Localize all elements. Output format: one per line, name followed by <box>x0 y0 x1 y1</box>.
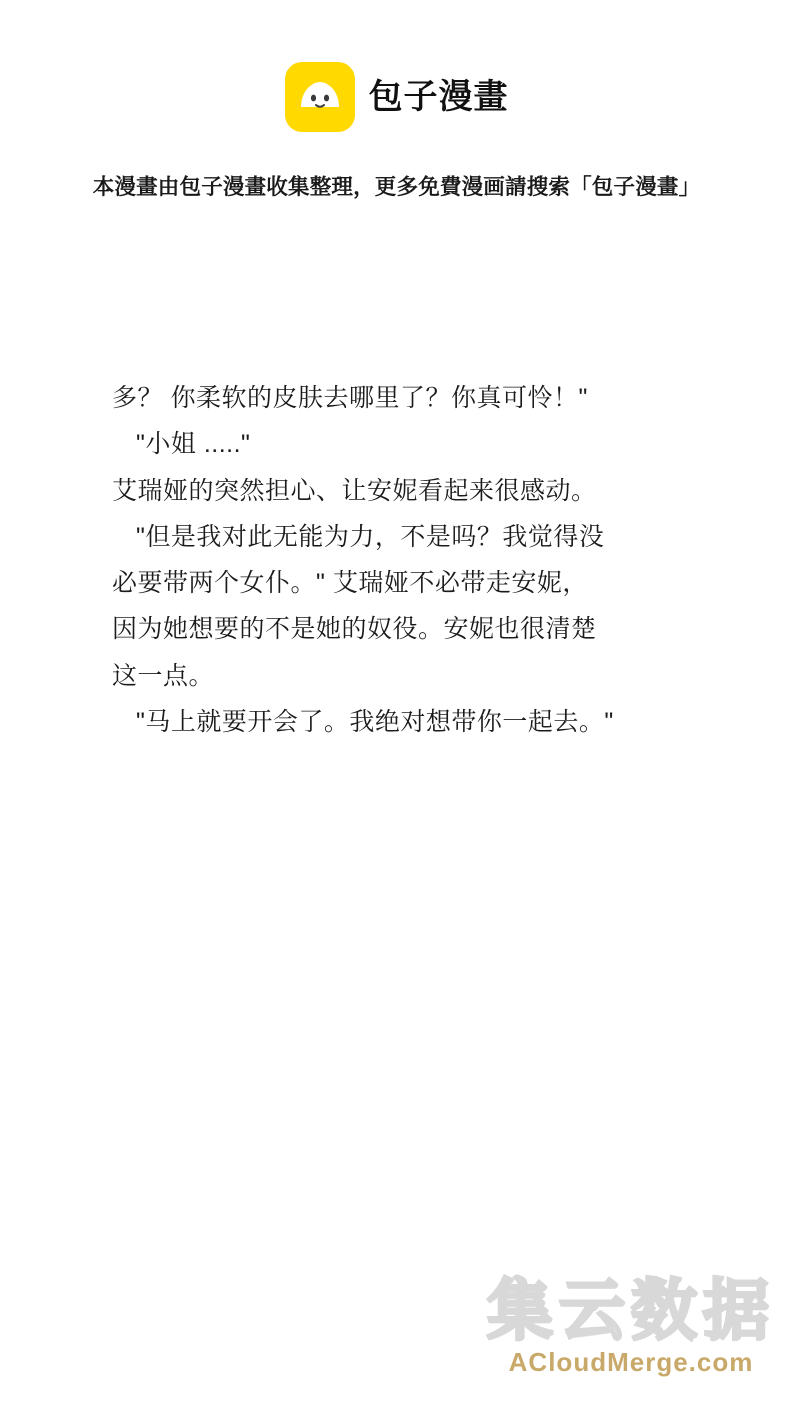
watermark-en-text: ACloudMerge.com <box>508 1347 754 1377</box>
brand-title: 包子漫畫 <box>368 78 509 116</box>
novel-line: 必要带两个女仆。" 艾瑞娅不必带走安妮， <box>112 569 588 597</box>
novel-line: 因为她想要的不是她的奴役。安妮也很清楚 <box>112 615 597 644</box>
novel-line: 多？ 你柔软的皮肤去哪里了？你真可怜！" <box>112 384 588 412</box>
novel-line: 这一点。 <box>112 661 215 690</box>
watermark <box>487 1273 775 1377</box>
baozi-bun-icon <box>285 62 355 132</box>
site-brand-header <box>0 62 793 132</box>
site-tagline: 本漫畫由包子漫畫收集整理，更多免費漫画請搜索「包子漫畫」 <box>92 175 701 199</box>
novel-line: "但是我对此无能为力，不是吗？我觉得没 <box>136 522 605 551</box>
novel-line: "马上就要开会了。我绝对想带你一起去。" <box>136 707 614 736</box>
novel-text-block <box>112 375 692 745</box>
novel-line: 艾瑞娅的突然担心、让安妮看起来很感动。 <box>112 476 597 505</box>
novel-line: "小姐 ....." <box>136 430 251 459</box>
watermark-cn-text: 集云数据 <box>487 1273 775 1347</box>
